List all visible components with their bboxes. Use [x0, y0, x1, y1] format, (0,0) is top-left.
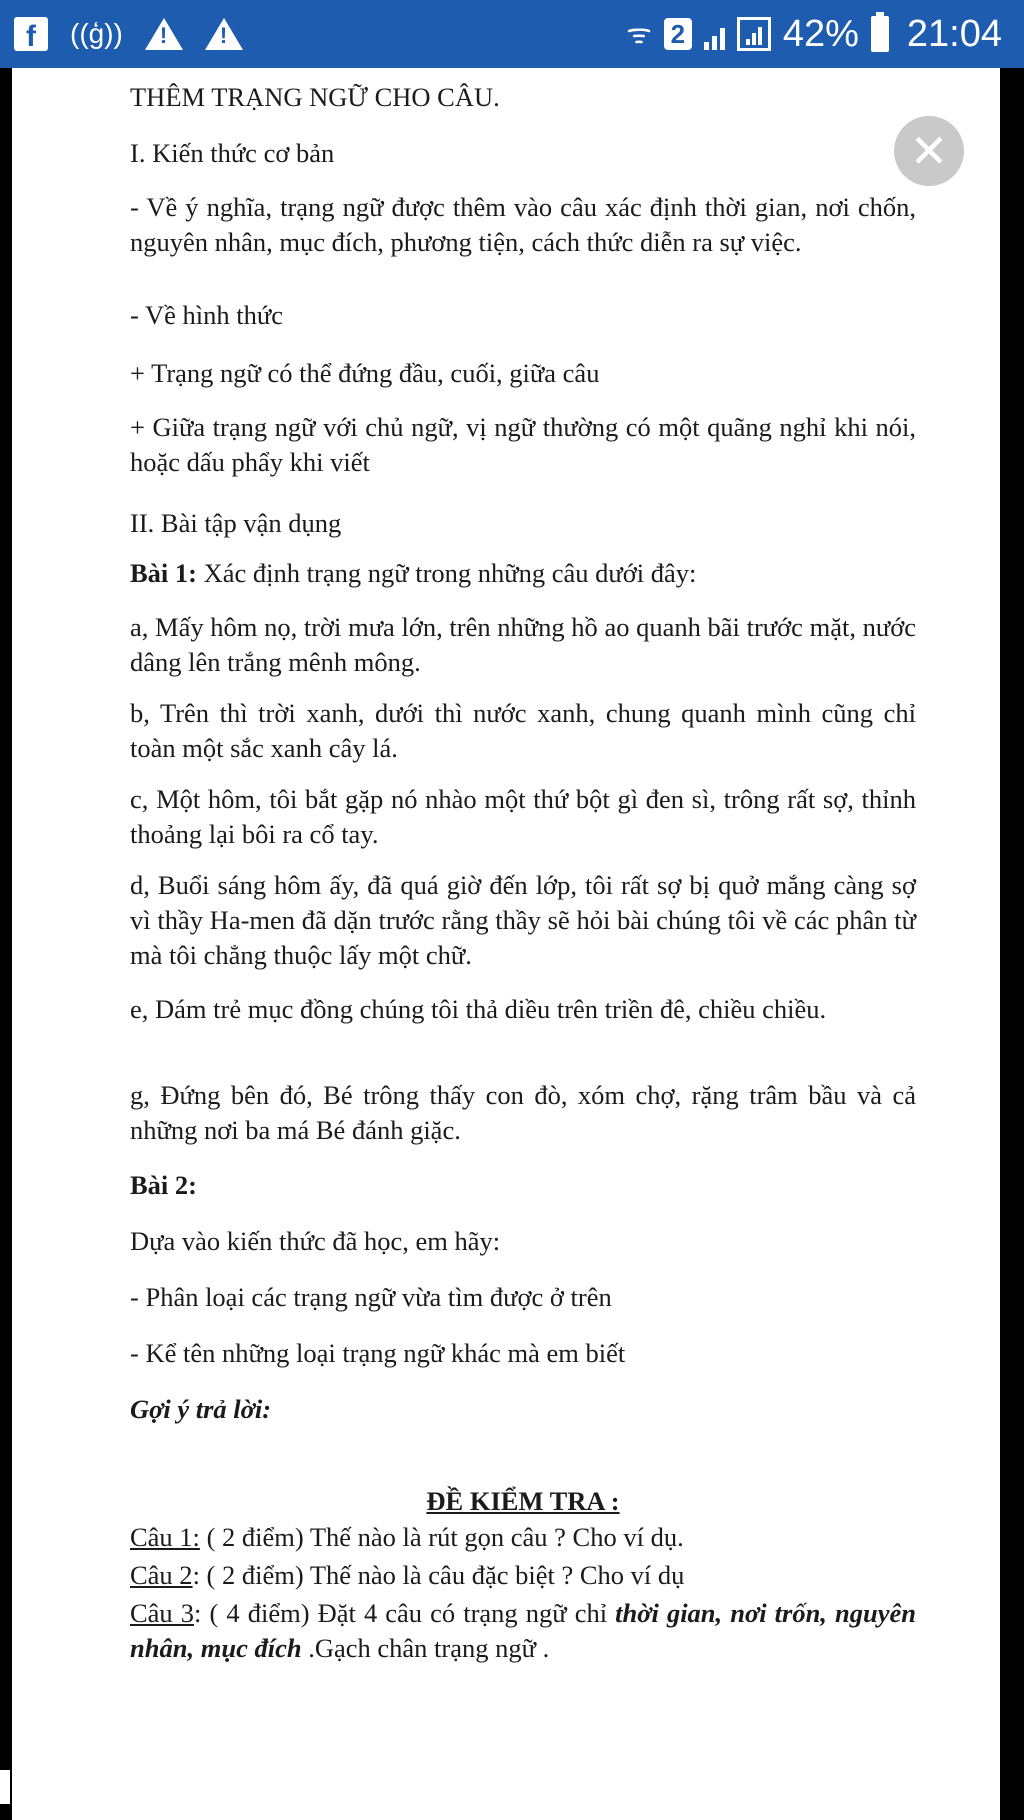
signal-icon — [704, 18, 725, 50]
list-item: - Kể tên những loại trạng ngữ khác mà em biết — [130, 1338, 626, 1368]
warning-icon: ! — [145, 18, 183, 50]
exercise-text: Xác định trạng ngữ trong những câu dưới đây: — [197, 558, 697, 588]
question-text: ( 2 điểm) Thế nào là rút gọn câu ? Cho ví dụ. — [199, 1522, 684, 1552]
signal-strength-icon — [737, 17, 771, 51]
exercise-heading: Bài 2: — [130, 1170, 197, 1200]
exercise-item: a, Mấy hôm nọ, trời mưa lớn, trên những hồ ao quanh bãi trước mặt, nước dâng lên trắng mênh mông. — [130, 612, 916, 677]
facebook-icon: f — [14, 17, 48, 51]
warning-icon: ! — [205, 18, 243, 50]
question-label: Câu 3 — [130, 1598, 195, 1628]
paragraph: - Về ý nghĩa, trạng ngữ được thêm vào câu xác định thời gian, nơi chốn, nguyên nhân, mục đích, phương tiện, cách thức diễn ra sự việc. — [130, 192, 916, 257]
test-title: ĐỀ KIỂM TRA : — [426, 1486, 620, 1516]
paragraph: - Về hình thức — [130, 300, 283, 330]
exercise-item: d, Buổi sáng hôm ấy, đã quá giờ đến lớp, tôi rất sợ bị quở mắng càng sợ vì thầy Ha-men đã dặn trước rằng thầy sẽ hỏi bài chúng tôi về các phân từ mà tôi chẳng thuộc lấy một chữ. — [130, 870, 916, 970]
document-page[interactable] — [12, 68, 1000, 1820]
question — [130, 1596, 916, 1666]
battery-percent: 42% — [782, 13, 859, 55]
sim-badge: 2 — [664, 18, 692, 50]
exercise-label: Bài 1: — [130, 558, 197, 588]
close-button[interactable] — [894, 116, 964, 186]
paragraph: + Trạng ngữ có thể đứng đầu, cuối, giữa câu — [130, 358, 600, 388]
exercise-item: g, Đứng bên đó, Bé trông thấy con đò, xóm chợ, rặng trâm bầu và cả những nơi ba má Bé đánh giặc. — [130, 1080, 916, 1145]
exercise-item: e, Dám trẻ mục đồng chúng tôi thả diều trên triền đê, chiều chiều. — [130, 994, 827, 1024]
question-text: .Gạch chân trạng ngữ . — [301, 1633, 550, 1663]
paragraph: + Giữa trạng ngữ với chủ ngữ, vị ngữ thường có một quãng nghỉ khi nói, hoặc dấu phẩy khi viết — [130, 412, 916, 477]
question-text: : ( 4 điểm) Đặt 4 câu có trạng ngữ chỉ — [194, 1598, 616, 1628]
question-label: Câu 2 — [130, 1560, 193, 1590]
exercise-item: b, Trên thì trời xanh, dưới thì nước xanh, chung quanh mình cũng chỉ toàn một sắc xanh cây lá. — [130, 698, 916, 763]
question-label: Câu 1: — [130, 1522, 200, 1552]
question — [130, 1558, 916, 1593]
exercise-heading — [130, 556, 916, 591]
battery-icon — [871, 16, 889, 52]
clock: 21:04 — [906, 13, 1002, 55]
document-title: THÊM TRẠNG NGỮ CHO CÂU. — [130, 82, 500, 112]
status-bar — [0, 0, 1024, 68]
exercise-item: c, Một hôm, tôi bắt gặp nó nhào một thứ bột gì đen sì, trông rất sợ, thỉnh thoảng lại bôi ra cổ tay. — [130, 784, 916, 849]
test-heading — [130, 1484, 916, 1519]
section-heading: II. Bài tập vận dụng — [130, 508, 342, 538]
section-heading: I. Kiến thức cơ bản — [130, 138, 335, 168]
question — [130, 1520, 916, 1555]
question-emphasis: thời gian, nơi trốn, nguyên nhân, mục đích — [130, 1598, 917, 1663]
edge-handle — [0, 1770, 10, 1804]
hotspot-icon: ((ģ)) — [70, 18, 123, 49]
paragraph: Dựa vào kiến thức đã học, em hãy: — [130, 1226, 501, 1256]
wifi-icon: ᯤ — [626, 18, 652, 49]
question-text: : ( 2 điểm) Thế nào là câu đặc biệt ? Cho ví dụ — [192, 1560, 685, 1590]
close-icon: ✕ — [909, 124, 949, 178]
answer-hint-heading: Gợi ý trả lời: — [130, 1394, 272, 1424]
list-item: - Phân loại các trạng ngữ vừa tìm được ở trên — [130, 1282, 612, 1312]
